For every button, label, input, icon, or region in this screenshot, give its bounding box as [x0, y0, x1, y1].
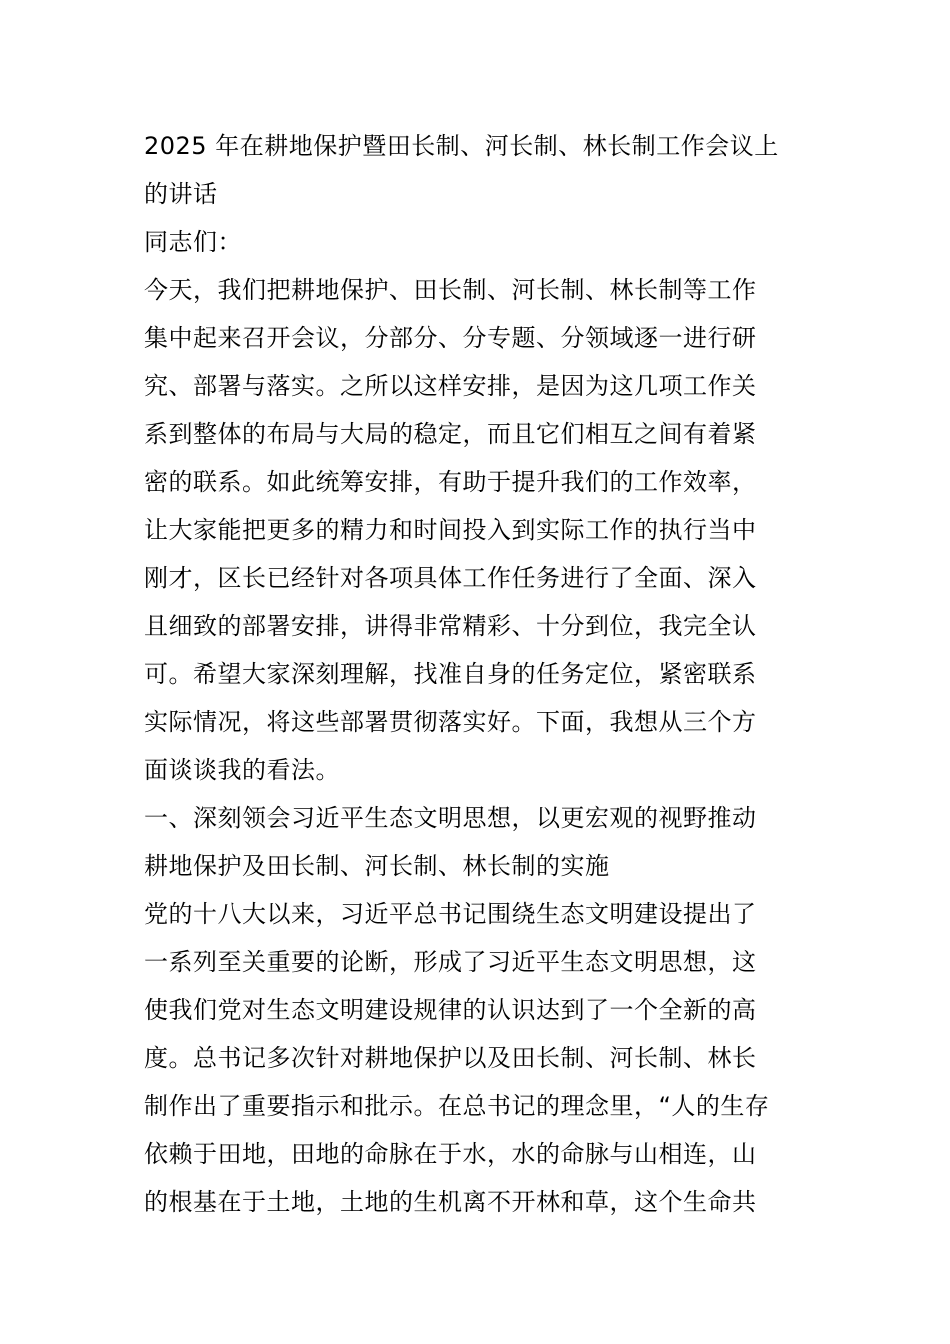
heading-line: 一、深刻领会习近平生态文明思想，以更宏观的视野推动 [144, 804, 757, 832]
document-title [144, 124, 808, 220]
paragraph-intro [144, 268, 808, 556]
paragraph-line: 依赖于田地，田地的命脉在于水，水的命脉与山相连，山 [144, 1140, 757, 1168]
paragraph-line: 度。总书记多次针对耕地保护以及田长制、河长制、林长 [144, 1044, 757, 1072]
paragraph-line: 使我们党对生态文明建设规律的认识达到了一个全新的高 [144, 996, 757, 1024]
paragraph-line: 密的联系。如此统筹安排，有助于提升我们的工作效率， [144, 468, 757, 496]
paragraph-line: 刚才，区长已经针对各项具体工作任务进行了全面、深入 [144, 564, 757, 592]
document-body [144, 124, 808, 1228]
paragraph-ecology [144, 892, 808, 1228]
paragraph-line: 的根基在于土地，土地的生机离不开林和草，这个生命共 [144, 1188, 757, 1216]
title-line: 2025 年在耕地保护暨田长制、河长制、林长制工作会议上 [144, 132, 779, 160]
paragraph-line: 且细致的部署安排，讲得非常精彩、十分到位，我完全认 [144, 612, 757, 640]
salutation: 同志们： [144, 228, 242, 256]
paragraph-line: 党的十八大以来，习近平总书记围绕生态文明建设提出了 [144, 900, 757, 928]
paragraph-deployment [144, 556, 808, 796]
paragraph-line: 集中起来召开会议，分部分、分专题、分领域逐一进行研 [144, 324, 757, 352]
paragraph-line: 究、部署与落实。之所以这样安排，是因为这几项工作关 [144, 372, 757, 400]
paragraph-line: 让大家能把更多的精力和时间投入到实际工作的执行当中 [144, 516, 757, 544]
paragraph-line: 面谈谈我的看法。 [144, 756, 340, 784]
paragraph-line: 今天，我们把耕地保护、田长制、河长制、林长制等工作 [144, 276, 757, 304]
paragraph-line: 制作出了重要指示和批示。在总书记的理念里，“人的生存 [144, 1092, 770, 1120]
section-heading-1 [144, 796, 808, 892]
paragraph-line: 实际情况，将这些部署贯彻落实好。下面，我想从三个方 [144, 708, 757, 736]
paragraph-line: 系到整体的布局与大局的稳定，而且它们相互之间有着紧 [144, 420, 757, 448]
heading-line: 耕地保护及田长制、河长制、林长制的实施 [144, 852, 610, 880]
title-line: 的讲话 [144, 180, 218, 208]
paragraph-line: 可。希望大家深刻理解，找准自身的任务定位，紧密联系 [144, 660, 757, 688]
paragraph-line: 一系列至关重要的论断，形成了习近平生态文明思想，这 [144, 948, 757, 976]
